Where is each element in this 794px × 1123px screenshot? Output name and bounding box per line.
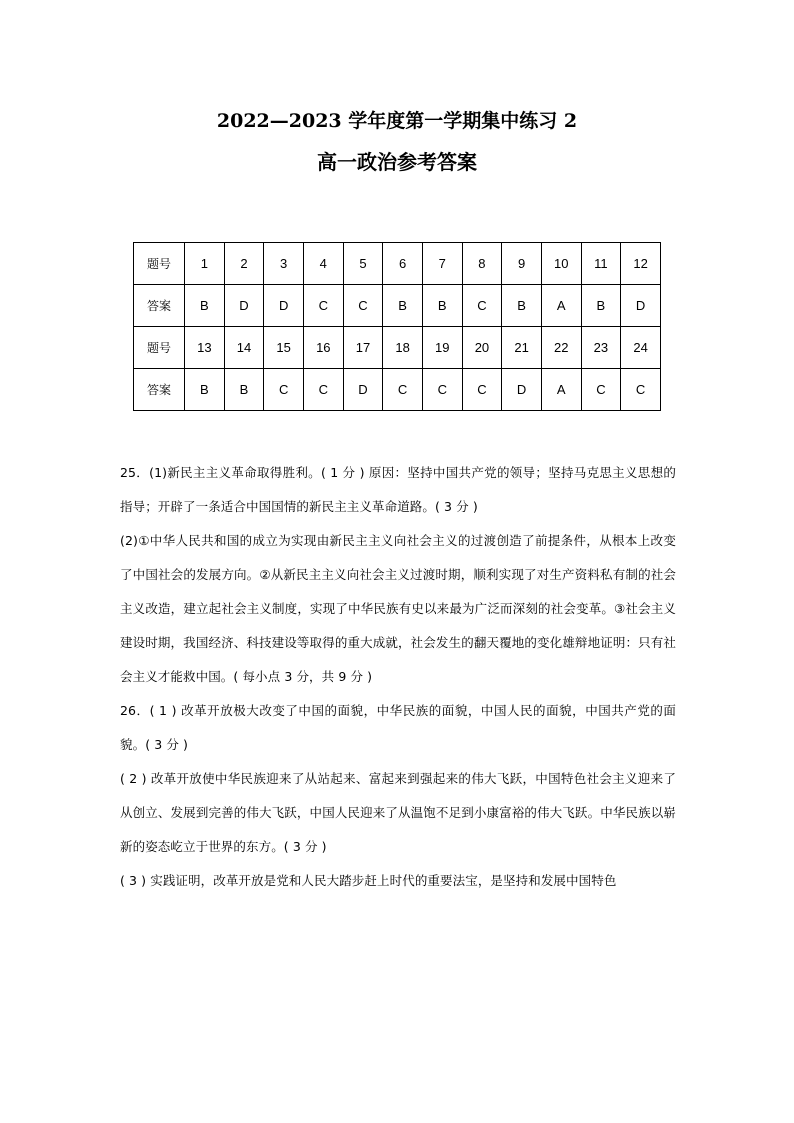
table-cell: 23: [581, 327, 621, 369]
table-cell: B: [502, 285, 542, 327]
table-cell: 17: [343, 327, 383, 369]
table-cell: C: [422, 369, 462, 411]
table-cell: B: [581, 285, 621, 327]
table-cell: 22: [541, 327, 581, 369]
table-cell: 10: [541, 243, 581, 285]
document-subtitle: 高一政治参考答案: [317, 150, 477, 174]
table-cell: C: [581, 369, 621, 411]
table-cell: B: [185, 369, 225, 411]
table-row: [134, 243, 661, 285]
table-cell: C: [343, 285, 383, 327]
table-cell: 5: [343, 243, 383, 285]
table-cell: 18: [383, 327, 423, 369]
table-row: [134, 285, 661, 327]
table-cell: 24: [621, 327, 661, 369]
table-cell: A: [541, 285, 581, 327]
table-cell: C: [303, 285, 343, 327]
table-cell: 13: [185, 327, 225, 369]
answer-26-part-1: 26．( 1 ) 改革开放极大改变了中国的面貌，中华民族的面貌，中国人民的面貌，中国共产党的面貌。( 3 分 ): [120, 703, 676, 752]
table-cell: 15: [264, 327, 304, 369]
table-cell: C: [621, 369, 661, 411]
table-cell: C: [383, 369, 423, 411]
table-cell: 16: [303, 327, 343, 369]
table-cell: C: [264, 369, 304, 411]
answer-25-part-1: 25．(1)新民主主义革命取得胜利。( 1 分 ) 原因：坚持中国共产党的领导；坚持马克思主义思想的指导；开辟了一条适合中国国情的新民主主义革命道路。( 3 分 ): [120, 465, 676, 514]
table-cell: D: [224, 285, 264, 327]
row-header: 答案: [134, 285, 185, 327]
table-cell: C: [462, 369, 502, 411]
table-cell: A: [541, 369, 581, 411]
table-cell: B: [383, 285, 423, 327]
answer-26-part-2: ( 2 ) 改革开放使中华民族迎来了从站起来、富起来到强起来的伟大飞跃，中国特色社会主义迎来了从创立、发展到完善的伟大飞跃，中国人民迎来了从温饱不足到小康富裕的伟大飞跃。中华民族以崭新的姿态屹立于世界的东方。( 3 分 ): [120, 771, 676, 854]
table-cell: 21: [502, 327, 542, 369]
table-cell: 7: [422, 243, 462, 285]
table-cell: 19: [422, 327, 462, 369]
table-cell: 8: [462, 243, 502, 285]
table-cell: 12: [621, 243, 661, 285]
answer-explanations: [120, 456, 676, 898]
table-cell: 2: [224, 243, 264, 285]
answer-26-part-3: ( 3 ) 实践证明，改革开放是党和人民大踏步赶上时代的重要法宝，是坚持和发展中国特色: [120, 873, 617, 888]
table-cell: 1: [185, 243, 225, 285]
row-header: 答案: [134, 369, 185, 411]
row-header: 题号: [134, 327, 185, 369]
table-cell: 3: [264, 243, 304, 285]
answer-25-part-2: (2)①中华人民共和国的成立为实现由新民主主义向社会主义的过渡创造了前提条件，从根本上改变了中国社会的发展方向。②从新民主主义向社会主义过渡时期，顺利实现了对生产资料私有制的社会主义改造，建立起社会主义制度，实现了中华民族有史以来最为广泛而深刻的社会变革。③社会主义建设时期，我国经济、科技建设等取得的重大成就，社会发生的翻天覆地的变化雄辩地证明：只有社会主义才能救中国。( 每小点 3 分，共 9 分 ): [120, 533, 676, 684]
table-cell: 4: [303, 243, 343, 285]
table-row: [134, 327, 661, 369]
table-cell: C: [462, 285, 502, 327]
answer-table: [133, 242, 661, 411]
table-cell: B: [422, 285, 462, 327]
table-cell: B: [185, 285, 225, 327]
table-cell: B: [224, 369, 264, 411]
document-title: 2022—2023 学年度第一学期集中练习 2: [216, 110, 578, 132]
table-cell: D: [502, 369, 542, 411]
row-header: 题号: [134, 243, 185, 285]
table-cell: D: [264, 285, 304, 327]
table-cell: 9: [502, 243, 542, 285]
table-cell: 6: [383, 243, 423, 285]
table-cell: C: [303, 369, 343, 411]
table-cell: 20: [462, 327, 502, 369]
table-row: [134, 369, 661, 411]
table-cell: 14: [224, 327, 264, 369]
table-cell: D: [621, 285, 661, 327]
table-cell: 11: [581, 243, 621, 285]
table-cell: D: [343, 369, 383, 411]
